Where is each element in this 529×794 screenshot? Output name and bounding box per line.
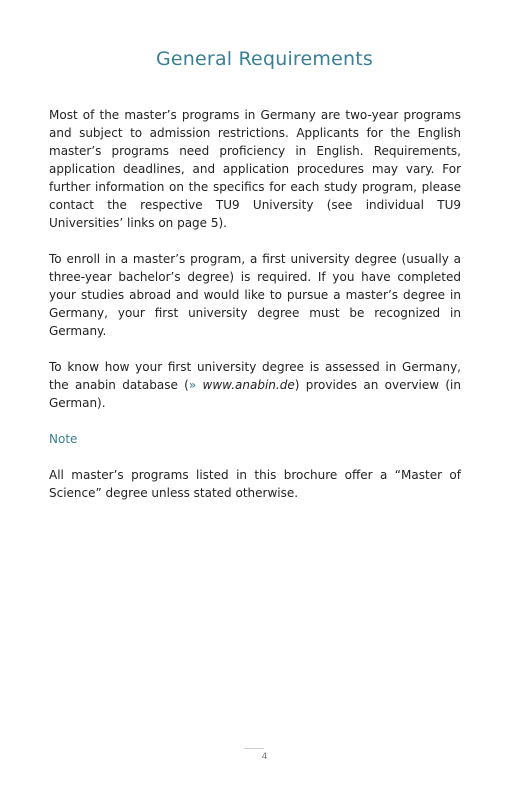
paragraph-anabin	[49, 358, 461, 412]
note-section	[49, 430, 461, 502]
paragraph-enrollment: To enroll in a master’s program, a first university degree (usually a three-year bachelor’s degree) is required. If you have completed your studies abroad and would like to pursue a master’s degree in Germany, your first university degree must be recognized in Germany.	[49, 252, 461, 338]
footer-divider	[244, 748, 264, 749]
anabin-text-after: ) provides an overview (in German).	[49, 378, 461, 410]
page-title: General Requirements	[155, 48, 373, 70]
page-number: 4	[261, 752, 268, 762]
paragraph-program-info: Most of the master’s programs in Germany are two-year programs and subject to admission restrictions. Applicants for the English master’s programs need proficiency in English. Requirements, application deadlines, and application procedures may vary. For further information on the specifics for each study program, please contact the respective TU9 University (see individual TU9 Universities’ links on page 5).	[49, 108, 461, 230]
body-text	[49, 106, 461, 502]
note-text: All master’s programs listed in this brochure offer a “Master of Science” degree unless stated otherwise.	[49, 468, 461, 500]
note-heading: Note	[49, 432, 78, 446]
anabin-link[interactable]: www.anabin.de	[202, 378, 295, 392]
anabin-text-before: To know how your first university degree is assessed in Germany, the anabin database (	[49, 360, 461, 392]
link-arrow-icon: »	[188, 378, 197, 392]
